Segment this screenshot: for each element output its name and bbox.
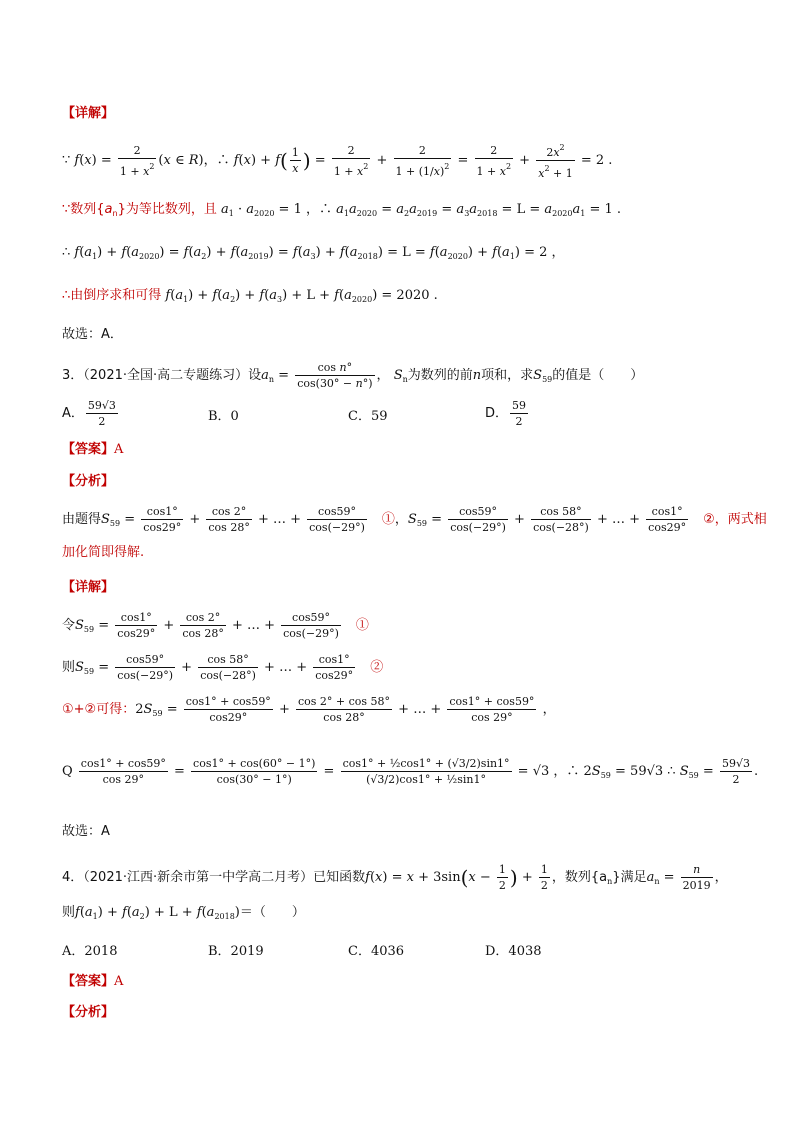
- q3-option-d[interactable]: D． $\frac{59}{2}$: [485, 399, 527, 428]
- geometric-sequence-line: ∵数列$\{a_n\}$为等比数列，且 $a_1 \cdot a_{2020} = 1$ ，∴ $a_1a_{2020} = a_2a_{2019} = a_3a_{2018} = L = a_{2020}a_1 = 1$ .: [62, 202, 622, 218]
- q3-stem: 3．（2021·全国·高二专题练习）设$a_n$ = $\frac{\text{cos n°}}{\cos(30^\circ - n^\circ)}$ ， $S_n$为数列的前n项和，求$S_{59}$的值是（ ）: [62, 361, 644, 390]
- formula-fx-sum: ∵ f(x) = $\frac{2}{1 + x^2}$ (x ∈ R)，∴ f(x) + f( $\frac{1}{x}$ ) = $\frac{2}{1 + x^2}$ + $\frac{2}{1 + (1/x)^2}$ = $\frac{2}{1 + x^2}$ + $\frac{2x^2}{x^2 + 1}$ = 2 .: [62, 140, 612, 181]
- q3-eq2: 则$S_{59}$ = $\frac{\cos 59^\circ}{\cos(-29^\circ)}$ + $\frac{\cos 58^\circ}{\cos(-28^\circ)}$ + … + $\frac{\cos 1^\circ}{\cos 29^\circ}$ ②: [62, 653, 384, 682]
- q3-analysis-line2: 加化简即得解.: [62, 545, 145, 560]
- q3-eq3: ①+②可得：$2S_{59}$ = $\frac{\cos 1^\circ + \cos 59^\circ}{\cos 29^\circ}$ + $\frac{\cos 2^\circ + \cos 58^\circ}{\cos 28^\circ}$ + … + $\frac{\cos 1^\circ + \cos 59^\circ}{\cos 29^\circ}$ ，: [62, 695, 556, 724]
- q3-answer: 【答案】A: [62, 442, 124, 457]
- q4-analysis-label: 【分析】: [62, 1005, 115, 1020]
- detail-label: 【详解】: [62, 106, 115, 121]
- q4-option-d[interactable]: D．4038: [485, 944, 542, 959]
- q3-option-b[interactable]: B．0: [208, 409, 239, 424]
- q3-analysis-line1: 由题得$S_{59}$ = $\frac{\cos 1^\circ}{\cos 29^\circ}$ + $\frac{\cos 2^\circ}{\cos 28^\circ}$ + … + $\frac{\cos 59^\circ}{\cos(-29^\circ)}$ ①，$S_{59}$ = $\frac{\cos 59^\circ}{\cos(-29^\circ)}$ + $\frac{\cos 58^\circ}{\cos(-28^\circ)}$ + … + $\frac{\cos 1^\circ}{\cos 29^\circ}$ ②，两式相: [62, 505, 767, 534]
- reverse-sum-line: ∴由倒序求和可得 $f(a_1) + f(a_2) + f(a_3) + L + f(a_{2020}) = 2020$ .: [62, 288, 438, 304]
- q3-detail-label: 【详解】: [62, 580, 115, 595]
- q4-answer: 【答案】A: [62, 974, 124, 989]
- q4-option-b[interactable]: B．2019: [208, 944, 264, 959]
- q3-analysis-label: 【分析】: [62, 474, 115, 489]
- q3-choose: 故选：A: [62, 824, 110, 839]
- q4-option-c[interactable]: C．4036: [348, 944, 405, 959]
- q3-option-c[interactable]: C．59: [348, 409, 388, 424]
- q3-eq1: 令$S_{59}$ = $\frac{\cos 1^\circ}{\cos 29^\circ}$ + $\frac{\cos 2^\circ}{\cos 28^\circ}$ + … + $\frac{\cos 59^\circ}{\cos(-29^\circ)}$ ①: [62, 611, 369, 640]
- q2-choose: 故选：A．: [62, 327, 123, 342]
- pair-sum-line: ∴ $f(a_1) + f(a_{2020}) = f(a_2) + f(a_{2019}) = f(a_3) + f(a_{2018}) = L = f(a_{2020}) + f(a_1) = 2$ ，: [62, 245, 565, 261]
- q4-stem-line2: 则$f(a_1) + f(a_2) + L + f(a_{2018})=$（ ）: [62, 905, 305, 921]
- q4-option-a[interactable]: A．2018: [62, 944, 118, 959]
- q3-option-a[interactable]: A． $\frac{59√3}{2}$: [62, 399, 116, 428]
- reverse-sum-prefix: ∴由倒序求和可得: [62, 288, 162, 303]
- q3-eq4: Q $\frac{\cos 1^\circ + \cos 59^\circ}{\cos 29^\circ}$ = $\frac{\cos 1^\circ + \cos(60^\circ - 1^\circ)}{\cos(30^\circ - 1^\circ)}$ = $\frac{\text{cos1° + ½cos1° + (√3/2)sin1°}}{\text{(√3/2)cos1° + ½sin1°}}$ = √3 ，∴ $2S_{59} = 59√3$ ∴ $S_{59}$ = $\frac{59√3}{2}$ .: [62, 757, 759, 786]
- q4-stem: 4．（2021·江西·新余市第一中学高二月考）已知函数f(x) = x + 3sin(x − $\frac{1}{2}$ ) + $\frac{1}{2}$ ，数列$\{a_n\}$满足$a_n$ = $\frac{n}{2019}$ ，: [62, 863, 728, 892]
